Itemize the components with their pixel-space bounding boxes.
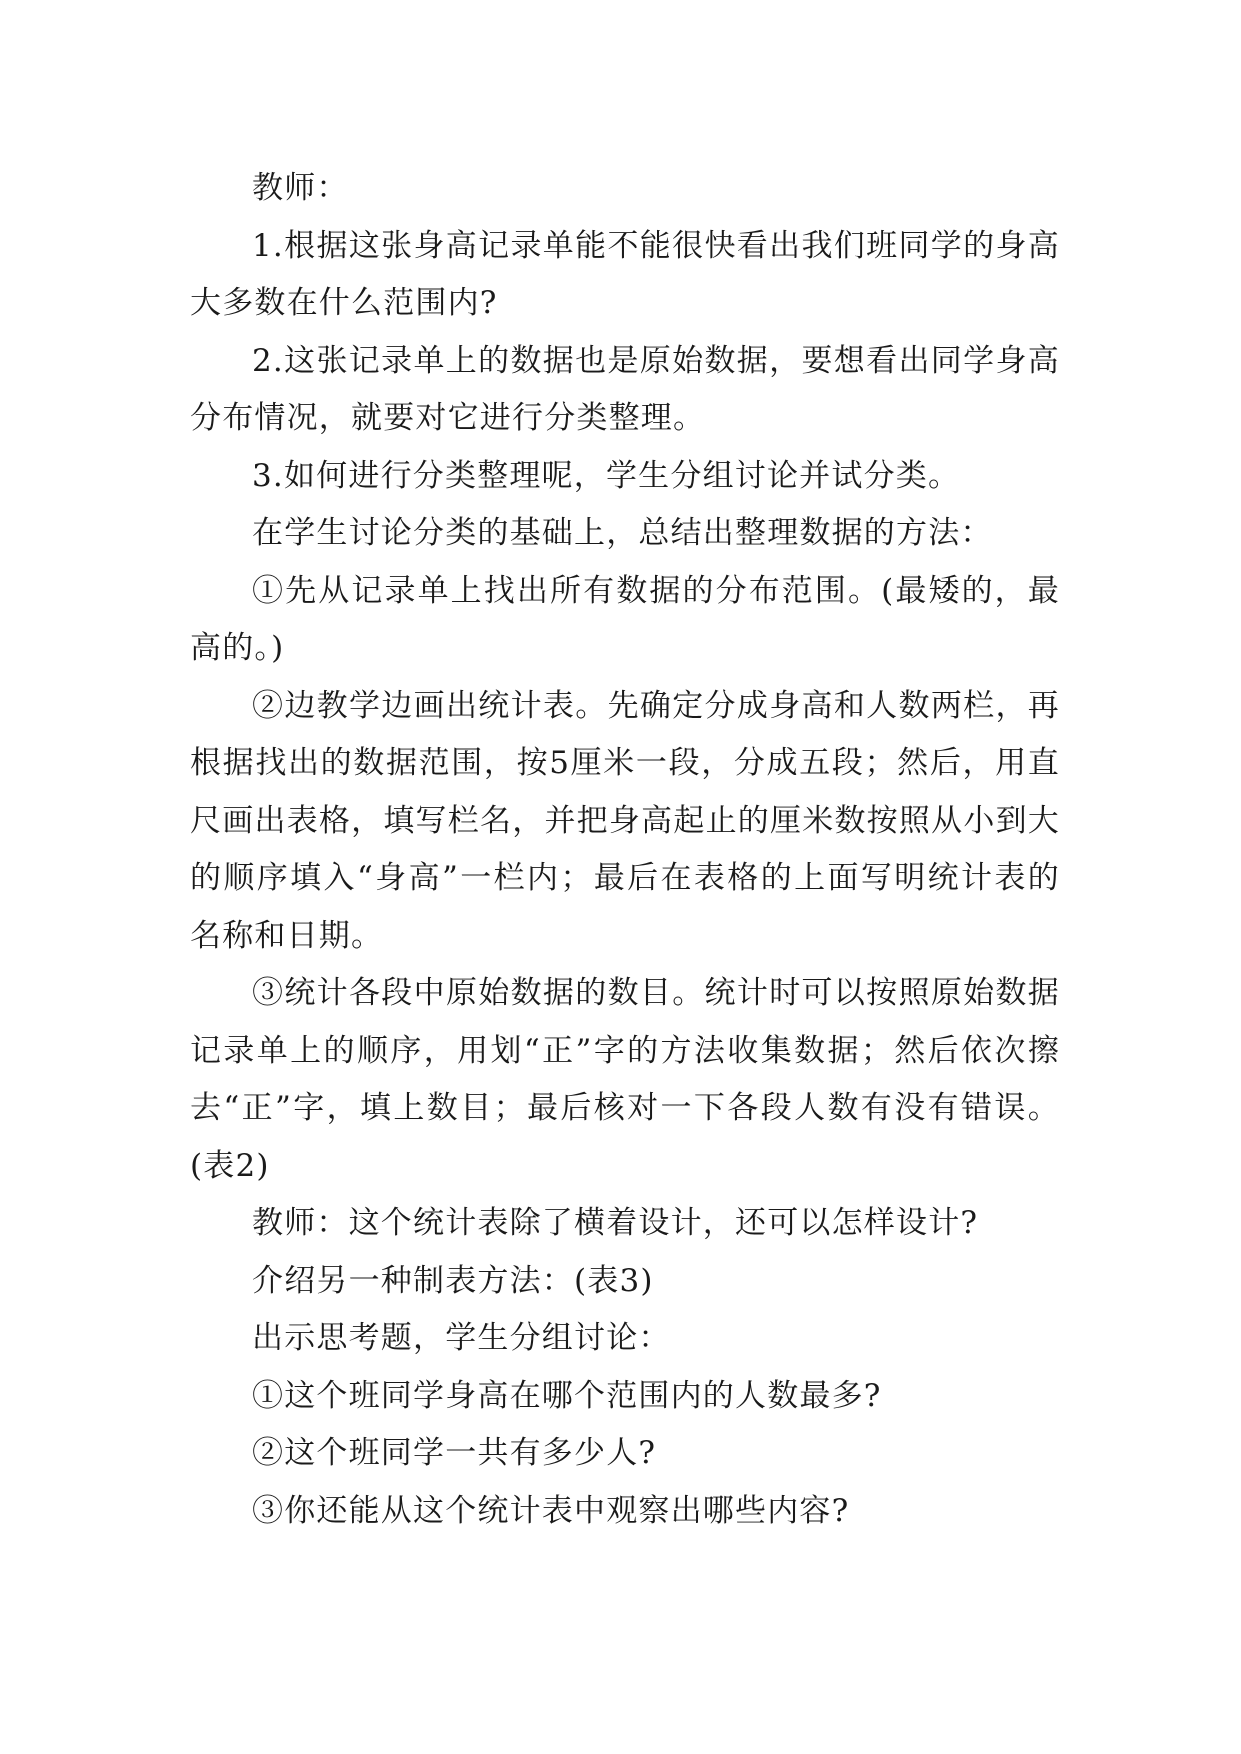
paragraph-teacher-label: 教师： bbox=[252, 170, 349, 206]
paragraph-step-3: ③统计各段中原始数据的数目。统计时可以按照原始数据记录单上的顺序，用划“正”字的方法收集数据；然后依次擦去“正”字，填上数目；最后核对一下各段人数有没有错误。(表2) bbox=[190, 975, 1060, 1184]
document-body bbox=[190, 160, 1060, 1540]
paragraph-summary-intro: 在学生讨论分类的基础上，总结出整理数据的方法： bbox=[252, 515, 993, 551]
paragraph-question-3: 3.如何进行分类整理呢，学生分组讨论并试分类。 bbox=[252, 457, 961, 494]
paragraph-question-1: 1.根据这张身高记录单能不能很快看出我们班同学的身高大多数在什么范围内? bbox=[190, 227, 1060, 321]
paragraph-discussion-2: ②这个班同学一共有多少人? bbox=[252, 1435, 657, 1471]
paragraph-step-1: ①先从记录单上找出所有数据的分布范围。(最矮的，最高的。) bbox=[190, 572, 1060, 666]
paragraph-table-method: 介绍另一种制表方法：(表3) bbox=[252, 1262, 654, 1299]
paragraph-discussion-1: ①这个班同学身高在哪个范围内的人数最多? bbox=[252, 1377, 882, 1414]
paragraph-step-2: ②边教学边画出统计表。先确定分成身高和人数两栏，再根据找出的数据范围，按5厘米一段，分成五段；然后，用直尺画出表格，填写栏名，并把身高起止的厘米数按照从小到大的顺序填入“身高”一栏内；最后在表格的上面写明统计表的名称和日期。 bbox=[190, 687, 1060, 954]
paragraph-discussion-3: ③你还能从这个统计表中观察出哪些内容? bbox=[252, 1492, 850, 1529]
paragraph-teacher-question: 教师：这个统计表除了横着设计，还可以怎样设计? bbox=[252, 1205, 979, 1241]
paragraph-discussion-intro: 出示思考题，学生分组讨论： bbox=[252, 1320, 671, 1356]
paragraph-question-2: 2.这张记录单上的数据也是原始数据，要想看出同学身高分布情况，就要对它进行分类整理。 bbox=[190, 342, 1060, 436]
